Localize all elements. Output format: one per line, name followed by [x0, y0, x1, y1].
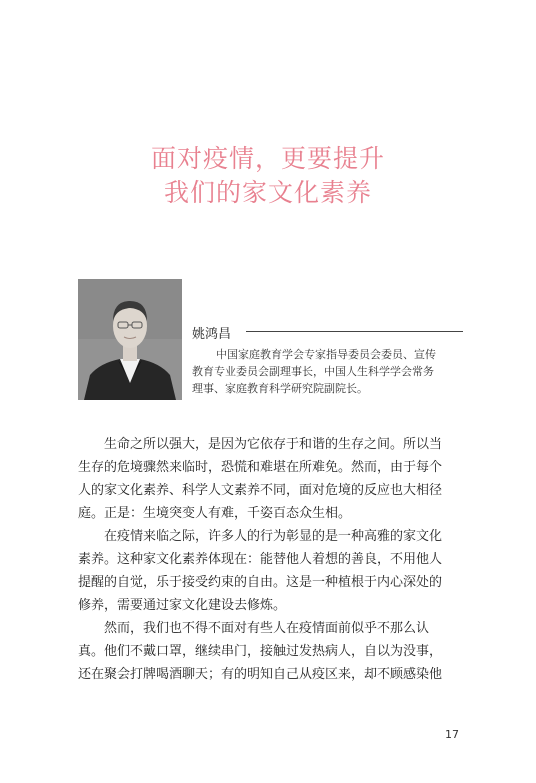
article-title — [0, 142, 536, 210]
body-line: 生存的危境骤然来临时，恐慌和难堪在所难免。然而，由于每个 — [78, 460, 443, 475]
article-title-line-1: 面对疫情，更要提升 — [150, 144, 385, 173]
author-divider — [246, 331, 463, 332]
author-bio-line: 理事、家庭教育科学研究院副院长。 — [192, 382, 368, 395]
article-body — [78, 433, 470, 686]
author-portrait-image — [78, 279, 182, 400]
body-line: 生命之所以强大，是因为它依存于和谐的生存之间。所以当 — [104, 437, 443, 452]
author-bio — [192, 346, 466, 397]
body-line: 人的家文化素养、科学人文素养不同，面对危境的反应也大相径 — [78, 483, 443, 498]
body-line: 然而，我们也不得不面对有些人在疫情面前似乎不那么认 — [104, 621, 430, 636]
article-title-line-2: 我们的家文化素养 — [163, 178, 372, 207]
body-line: 素养。这种家文化素养体现在：能替他人着想的善良，不用他人 — [78, 552, 443, 567]
body-line: 真。他们不戴口罩，继续串门，接触过发热病人，自以为没事， — [78, 644, 443, 659]
body-line: 修养，需要通过家文化建设去修炼。 — [78, 598, 287, 613]
author-bio-line: 教育专业委员会副理事长，中国人生科学学会常务 — [192, 365, 434, 378]
author-photo — [78, 279, 182, 400]
body-line: 庭。正是：生境突变人有难，千姿百态众生相。 — [78, 506, 352, 521]
body-line: 还在聚会打牌喝酒聊天；有的明知自己从疫区来，却不顾感染他 — [78, 667, 443, 682]
body-line: 提醒的自觉，乐于接受约束的自由。这是一种植根于内心深处的 — [78, 575, 443, 590]
author-bio-line: 中国家庭教育学会专家指导委员会委员、宣传 — [216, 348, 436, 361]
author-name: 姚鸿昌 — [192, 327, 232, 342]
body-line: 在疫情来临之际，许多人的行为彰显的是一种高雅的家文化 — [104, 529, 443, 544]
page-number: 17 — [445, 728, 459, 741]
